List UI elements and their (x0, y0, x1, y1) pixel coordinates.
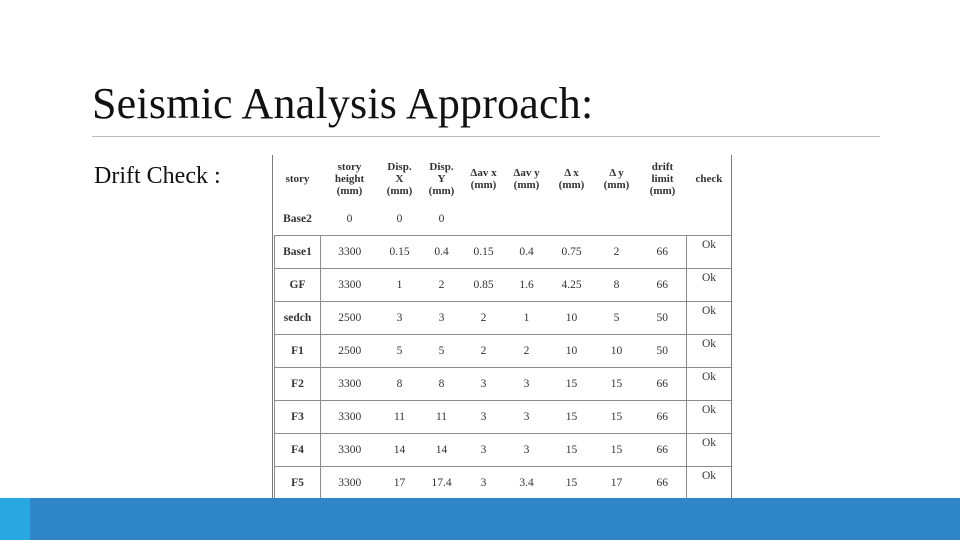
table-cell: 3300 (321, 269, 379, 302)
column-header-line: height (334, 173, 365, 185)
table-cell: 3300 (321, 401, 379, 434)
table-cell: 66 (639, 269, 687, 302)
table-row (275, 434, 732, 467)
column-header (321, 155, 379, 203)
table-cell: 14 (379, 434, 421, 467)
table-frame-left (272, 155, 273, 500)
column-header (505, 155, 549, 203)
column-header-line: Δav x (470, 167, 497, 179)
drift-check-label: Drift Check : (94, 163, 221, 189)
table-cell: 14 (421, 434, 463, 467)
table-cell: 3300 (321, 368, 379, 401)
table-cell: 3 (463, 434, 505, 467)
table-cell: 3 (505, 401, 549, 434)
drift-table (274, 155, 732, 532)
story-cell: F5 (275, 467, 321, 500)
table-cell: 66 (639, 434, 687, 467)
story-cell: F3 (275, 401, 321, 434)
table-cell: 3300 (321, 434, 379, 467)
table-cell: 1 (505, 302, 549, 335)
table-cell: 0.15 (463, 236, 505, 269)
title-divider (92, 136, 880, 137)
column-header-line: (mm) (470, 179, 497, 191)
table-cell: 15 (549, 368, 595, 401)
table-cell: 17 (379, 467, 421, 500)
table-cell: 17.4 (421, 467, 463, 500)
column-header (595, 155, 639, 203)
check-cell: Ok (687, 269, 732, 302)
column-header-line: (mm) (336, 185, 363, 197)
table-row (275, 335, 732, 368)
table-cell: 15 (595, 401, 639, 434)
table-body (275, 203, 732, 532)
footer-accent (0, 498, 30, 540)
table-cell: 2500 (321, 335, 379, 368)
column-header-line: (mm) (558, 179, 585, 191)
table-frame-right (731, 155, 732, 500)
table-cell: 10 (549, 302, 595, 335)
story-cell: Base2 (283, 213, 312, 225)
table-cell: 50 (639, 302, 687, 335)
table-cell: 5 (595, 302, 639, 335)
table-cell: 3 (463, 368, 505, 401)
table-header-row (275, 155, 732, 203)
column-header-line: (mm) (649, 185, 676, 197)
table-cell: 2500 (321, 302, 379, 335)
table-row (275, 302, 732, 335)
table-cell: 2 (505, 335, 549, 368)
column-header-line: (mm) (386, 185, 413, 197)
column-header-line: story (285, 173, 310, 185)
table-cell: 2 (595, 236, 639, 269)
check-cell: Ok (687, 335, 732, 368)
table-cell: 66 (639, 236, 687, 269)
column-header-line: Y (437, 173, 446, 185)
table-cell: 66 (639, 401, 687, 434)
table-cell: 10 (595, 335, 639, 368)
column-header (275, 155, 321, 203)
table-cell: 3 (421, 302, 463, 335)
table-cell: 50 (639, 335, 687, 368)
column-header (463, 155, 505, 203)
column-header (549, 155, 595, 203)
column-header (687, 155, 732, 203)
table-cell: 15 (595, 434, 639, 467)
table-row (275, 236, 732, 269)
column-header (421, 155, 463, 203)
story-cell: F1 (275, 335, 321, 368)
column-header-line: Δav y (513, 167, 540, 179)
table-cell: 2 (463, 335, 505, 368)
table-cell: 3 (463, 467, 505, 500)
table-cell: 66 (639, 368, 687, 401)
table-cell: 5 (421, 335, 463, 368)
table-cell (463, 203, 505, 236)
table-cell: 11 (421, 401, 463, 434)
table-row (275, 401, 732, 434)
column-header-line: Δ y (609, 167, 624, 179)
table-cell: 3 (505, 434, 549, 467)
table-cell: 3.4 (505, 467, 549, 500)
table-cell (639, 203, 687, 236)
table-cell: 11 (379, 401, 421, 434)
table-cell: 0.4 (505, 236, 549, 269)
table-cell: 3 (379, 302, 421, 335)
story-cell: F2 (275, 368, 321, 401)
table-cell: 0.75 (549, 236, 595, 269)
table-row (275, 203, 732, 236)
table-cell: 8 (595, 269, 639, 302)
column-header-line: (mm) (513, 179, 540, 191)
column-header (639, 155, 687, 203)
table-cell: 8 (421, 368, 463, 401)
story-cell: Base1 (275, 236, 321, 269)
column-header (379, 155, 421, 203)
column-header-line: Δ x (564, 167, 579, 179)
slide-title: Seismic Analysis Approach: (92, 79, 594, 128)
column-header-line: X (395, 173, 404, 185)
table-cell: 0.4 (421, 236, 463, 269)
check-cell: Ok (687, 467, 732, 500)
table-cell: 66 (639, 467, 687, 500)
table-cell: 3 (463, 401, 505, 434)
table-cell: 2 (421, 269, 463, 302)
table-cell (549, 203, 595, 236)
table-cell: 0 (346, 213, 353, 225)
table-row (275, 368, 732, 401)
table-cell: 0.85 (463, 269, 505, 302)
column-header-line: (mm) (603, 179, 630, 191)
table-cell: 2 (463, 302, 505, 335)
table-cell: 15 (595, 368, 639, 401)
table-cell: 8 (379, 368, 421, 401)
table-cell: 3 (505, 368, 549, 401)
footer-bar (0, 498, 960, 540)
table-cell: 0 (396, 213, 403, 225)
table-cell: 1 (379, 269, 421, 302)
story-cell: GF (275, 269, 321, 302)
table-cell: 17 (595, 467, 639, 500)
check-cell: Ok (687, 236, 732, 269)
table-cell: 3300 (321, 467, 379, 500)
table-cell (505, 203, 549, 236)
column-header-line: story (337, 161, 362, 173)
check-cell: Ok (687, 368, 732, 401)
column-header-line: Disp. (387, 161, 412, 173)
column-header-line: limit (651, 173, 674, 185)
table-cell: 3300 (321, 236, 379, 269)
check-cell: Ok (687, 401, 732, 434)
table-cell: 4.25 (549, 269, 595, 302)
table-cell: 15 (549, 467, 595, 500)
column-header-line: check (695, 173, 723, 185)
table-row (275, 467, 732, 500)
table-cell: 1.6 (505, 269, 549, 302)
table-cell: 10 (549, 335, 595, 368)
column-header-line: drift (651, 161, 674, 173)
story-cell: sedch (275, 302, 321, 335)
check-cell: Ok (687, 434, 732, 467)
check-cell: Ok (687, 302, 732, 335)
table-cell: 5 (379, 335, 421, 368)
column-header-line: (mm) (428, 185, 455, 197)
table-cell: 0 (438, 213, 445, 225)
table-cell (595, 203, 639, 236)
table-cell: 15 (549, 434, 595, 467)
check-cell (687, 203, 732, 236)
table-cell: 0.15 (379, 236, 421, 269)
column-header-line: Disp. (429, 161, 454, 173)
table-row (275, 269, 732, 302)
story-cell: F4 (275, 434, 321, 467)
table-cell: 15 (549, 401, 595, 434)
drift-table-image (272, 155, 732, 500)
